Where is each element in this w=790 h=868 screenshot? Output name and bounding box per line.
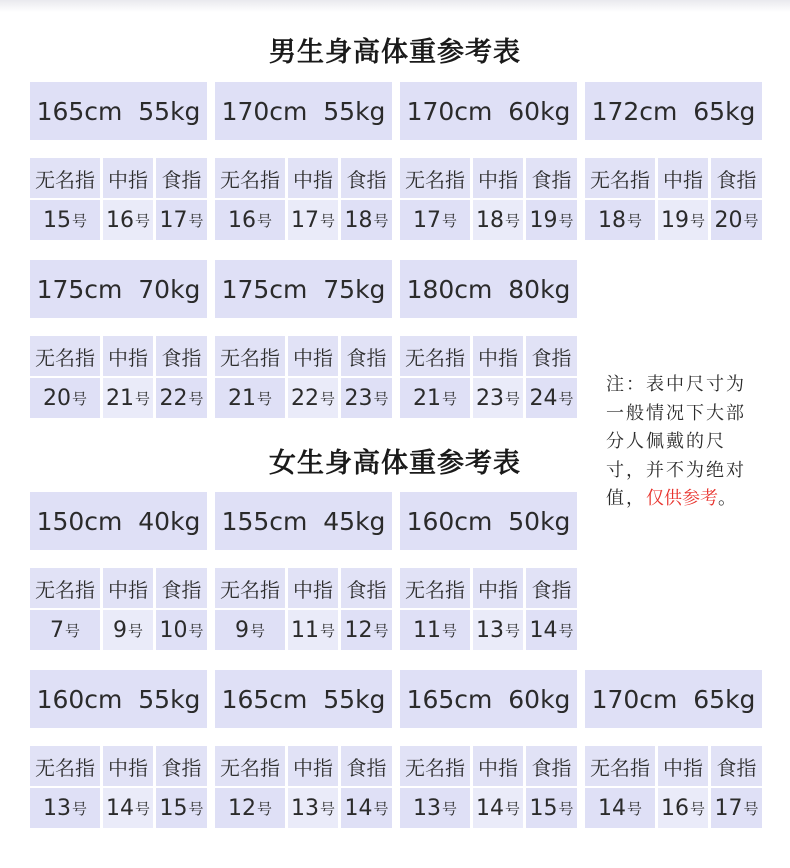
ring-size: [400, 200, 470, 240]
ring-size: [473, 378, 523, 418]
size-card: [215, 82, 392, 238]
height-weight-header: 150cm 40kg: [30, 492, 207, 550]
ring-size: [288, 200, 338, 240]
ring-size-number: 16: [105, 207, 134, 233]
ring-size-unit: 号: [319, 211, 335, 230]
ring-size-unit: 号: [743, 211, 759, 230]
ring-size: [341, 200, 392, 240]
size-row: [215, 788, 392, 828]
ring-size: [473, 200, 523, 240]
finger-label: 食指: [156, 336, 207, 376]
men-section-title: 男生身高体重参考表: [269, 37, 521, 68]
ring-size: [585, 788, 655, 828]
ring-size-number: 10: [159, 617, 188, 643]
ring-size: [341, 788, 392, 828]
note-line: 一般情况下大部: [606, 402, 746, 424]
finger-row: [400, 746, 577, 786]
size-card: [215, 670, 392, 826]
size-row: [585, 788, 762, 828]
ring-size-unit: 号: [64, 621, 80, 640]
ring-size-number: 24: [529, 385, 558, 411]
ring-size-unit: 号: [319, 389, 335, 408]
ring-size: [711, 200, 762, 240]
ring-size-unit: 号: [689, 211, 705, 230]
finger-label: 无名指: [400, 746, 470, 786]
finger-label: 无名指: [215, 746, 285, 786]
ring-size-number: 7: [49, 617, 64, 643]
finger-row: [30, 336, 207, 376]
finger-label: 无名指: [400, 336, 470, 376]
ring-size-unit: 号: [441, 799, 457, 818]
finger-row: [400, 336, 577, 376]
ring-size-number: 19: [660, 207, 689, 233]
size-card: [30, 492, 207, 648]
size-card: [400, 670, 577, 826]
ring-size-unit: 号: [188, 211, 204, 230]
finger-label: 中指: [288, 336, 338, 376]
finger-label: 中指: [658, 158, 708, 198]
height-weight-header: 160cm 50kg: [400, 492, 577, 550]
ring-size-unit: 号: [373, 389, 389, 408]
finger-label: 中指: [473, 568, 523, 608]
size-card: [30, 670, 207, 826]
ring-size: [288, 788, 338, 828]
ring-size: [156, 200, 207, 240]
ring-size-unit: 号: [441, 211, 457, 230]
finger-row: [215, 158, 392, 198]
finger-label: 食指: [156, 568, 207, 608]
size-card: [400, 492, 577, 648]
ring-size: [215, 200, 285, 240]
ring-size: [30, 788, 100, 828]
height-weight-header: 175cm 75kg: [215, 260, 392, 318]
size-card: [30, 260, 207, 416]
ring-size-number: 19: [529, 207, 558, 233]
ring-size: [103, 788, 153, 828]
ring-size: [473, 788, 523, 828]
ring-size-unit: 号: [71, 799, 87, 818]
ring-size: [30, 610, 100, 650]
finger-label: 无名指: [215, 336, 285, 376]
ring-size-number: 21: [412, 385, 441, 411]
ring-size-number: 13: [290, 795, 319, 821]
ring-size-unit: 号: [441, 621, 457, 640]
ring-size-number: 23: [475, 385, 504, 411]
ring-size-number: 18: [597, 207, 626, 233]
finger-label: 食指: [341, 746, 392, 786]
ring-size-number: 11: [290, 617, 319, 643]
ring-size-number: 15: [42, 207, 71, 233]
note-line-last: [606, 485, 766, 514]
ring-size-unit: 号: [249, 621, 265, 640]
ring-size-unit: 号: [188, 389, 204, 408]
finger-label: 食指: [156, 158, 207, 198]
ring-size-number: 17: [290, 207, 319, 233]
ring-size-number: 14: [597, 795, 626, 821]
finger-row: [215, 568, 392, 608]
ring-size-unit: 号: [373, 799, 389, 818]
finger-label: 无名指: [400, 158, 470, 198]
ring-size-number: 16: [227, 207, 256, 233]
size-row: [215, 378, 392, 418]
ring-size-unit: 号: [188, 621, 204, 640]
note-prefix: 值，: [606, 488, 646, 509]
ring-size-number: 12: [227, 795, 256, 821]
size-card: [585, 82, 762, 238]
size-row: [400, 378, 577, 418]
ring-size: [711, 788, 762, 828]
size-row: [30, 610, 207, 650]
ring-size: [288, 610, 338, 650]
top-shadow-band: [0, 0, 790, 12]
ring-size-number: 17: [159, 207, 188, 233]
note-suffix: 。: [718, 488, 738, 509]
ring-size-unit: 号: [504, 211, 520, 230]
ring-size-number: 22: [159, 385, 188, 411]
ring-size-unit: 号: [504, 799, 520, 818]
ring-size-number: 14: [105, 795, 134, 821]
ring-size-unit: 号: [558, 799, 574, 818]
ring-size-number: 9: [234, 617, 249, 643]
ring-size: [526, 610, 577, 650]
ring-size-unit: 号: [71, 211, 87, 230]
size-row: [30, 378, 207, 418]
note-line: 寸，并不为绝对: [606, 459, 746, 481]
ring-size-number: 11: [412, 617, 441, 643]
ring-size-number: 15: [529, 795, 558, 821]
finger-label: 中指: [473, 158, 523, 198]
finger-label: 食指: [711, 746, 762, 786]
ring-size: [526, 788, 577, 828]
ring-size: [400, 788, 470, 828]
note-highlight: 仅供参考: [646, 488, 718, 509]
ring-size-unit: 号: [558, 211, 574, 230]
ring-size-number: 9: [112, 617, 127, 643]
ring-size-number: 12: [344, 617, 373, 643]
ring-size: [215, 788, 285, 828]
finger-label: 中指: [103, 568, 153, 608]
ring-size-number: 14: [529, 617, 558, 643]
ring-size-unit: 号: [558, 389, 574, 408]
note-line: 分人佩戴的尺: [606, 431, 726, 452]
ring-size: [30, 378, 100, 418]
size-row: [30, 200, 207, 240]
ring-size-unit: 号: [373, 211, 389, 230]
height-weight-header: 165cm 55kg: [215, 670, 392, 728]
ring-size: [658, 788, 708, 828]
height-weight-header: 160cm 55kg: [30, 670, 207, 728]
finger-label: 无名指: [215, 158, 285, 198]
finger-label: 中指: [658, 746, 708, 786]
ring-size-unit: 号: [319, 621, 335, 640]
finger-label: 食指: [341, 336, 392, 376]
ring-size: [156, 788, 207, 828]
ring-size-unit: 号: [71, 389, 87, 408]
finger-label: 中指: [103, 746, 153, 786]
ring-size: [341, 378, 392, 418]
finger-label: 食指: [526, 158, 577, 198]
height-weight-header: 180cm 80kg: [400, 260, 577, 318]
ring-size-number: 17: [714, 795, 743, 821]
ring-size-unit: 号: [256, 389, 272, 408]
ring-size-unit: 号: [134, 799, 150, 818]
size-card: [215, 492, 392, 648]
size-row: [585, 200, 762, 240]
finger-label: 中指: [473, 746, 523, 786]
finger-label: 无名指: [30, 158, 100, 198]
reference-note: [606, 371, 766, 514]
ring-size-number: 18: [344, 207, 373, 233]
finger-row: [30, 568, 207, 608]
ring-size: [103, 610, 153, 650]
height-weight-header: 170cm 65kg: [585, 670, 762, 728]
ring-size-number: 17: [412, 207, 441, 233]
finger-label: 食指: [341, 158, 392, 198]
ring-size-number: 13: [42, 795, 71, 821]
finger-label: 无名指: [585, 158, 655, 198]
ring-size: [658, 200, 708, 240]
ring-size: [103, 378, 153, 418]
finger-row: [585, 158, 762, 198]
ring-size-unit: 号: [626, 799, 642, 818]
size-row: [400, 610, 577, 650]
finger-row: [215, 336, 392, 376]
finger-label: 中指: [473, 336, 523, 376]
ring-size-unit: 号: [373, 621, 389, 640]
ring-size-number: 18: [475, 207, 504, 233]
ring-size: [526, 378, 577, 418]
ring-size-number: 20: [714, 207, 743, 233]
size-row: [400, 788, 577, 828]
finger-label: 无名指: [30, 568, 100, 608]
ring-size-unit: 号: [504, 621, 520, 640]
size-card: [400, 82, 577, 238]
size-card: [30, 82, 207, 238]
finger-label: 食指: [526, 336, 577, 376]
ring-size-number: 14: [475, 795, 504, 821]
finger-label: 中指: [103, 336, 153, 376]
ring-size-unit: 号: [256, 799, 272, 818]
height-weight-header: 170cm 60kg: [400, 82, 577, 140]
ring-size-number: 14: [344, 795, 373, 821]
ring-size-number: 15: [159, 795, 188, 821]
ring-size-unit: 号: [127, 621, 143, 640]
size-card: [400, 260, 577, 416]
ring-size-number: 13: [412, 795, 441, 821]
size-row: [400, 200, 577, 240]
ring-size: [288, 378, 338, 418]
size-row: [215, 200, 392, 240]
ring-size: [215, 610, 285, 650]
ring-size: [215, 378, 285, 418]
ring-size: [526, 200, 577, 240]
ring-size-unit: 号: [689, 799, 705, 818]
ring-size-number: 20: [42, 385, 71, 411]
finger-label: 无名指: [215, 568, 285, 608]
height-weight-header: 170cm 55kg: [215, 82, 392, 140]
finger-label: 中指: [288, 746, 338, 786]
finger-label: 中指: [288, 158, 338, 198]
note-line: 注：表中尺寸为: [606, 374, 746, 395]
size-card: [215, 260, 392, 416]
finger-label: 中指: [288, 568, 338, 608]
ring-size-number: 23: [344, 385, 373, 411]
ring-size-unit: 号: [134, 389, 150, 408]
finger-label: 无名指: [30, 336, 100, 376]
ring-size-number: 22: [290, 385, 319, 411]
finger-row: [400, 158, 577, 198]
height-weight-header: 155cm 45kg: [215, 492, 392, 550]
ring-size-unit: 号: [504, 389, 520, 408]
height-weight-header: 165cm 60kg: [400, 670, 577, 728]
ring-size: [103, 200, 153, 240]
ring-size: [400, 378, 470, 418]
ring-size: [400, 610, 470, 650]
ring-size-unit: 号: [319, 799, 335, 818]
ring-size: [341, 610, 392, 650]
finger-label: 中指: [103, 158, 153, 198]
height-weight-header: 165cm 55kg: [30, 82, 207, 140]
ring-size: [585, 200, 655, 240]
ring-size-number: 13: [475, 617, 504, 643]
finger-label: 食指: [156, 746, 207, 786]
ring-size-number: 16: [660, 795, 689, 821]
size-row: [30, 788, 207, 828]
finger-label: 食指: [711, 158, 762, 198]
ring-size-unit: 号: [188, 799, 204, 818]
ring-size-unit: 号: [256, 211, 272, 230]
women-section-title: 女生身高体重参考表: [269, 448, 521, 479]
ring-size-number: 21: [227, 385, 256, 411]
finger-row: [30, 158, 207, 198]
finger-row: [585, 746, 762, 786]
finger-label: 无名指: [400, 568, 470, 608]
finger-row: [30, 746, 207, 786]
finger-label: 无名指: [585, 746, 655, 786]
finger-row: [215, 746, 392, 786]
height-weight-header: 175cm 70kg: [30, 260, 207, 318]
ring-size-unit: 号: [134, 211, 150, 230]
ring-size: [30, 200, 100, 240]
ring-size-unit: 号: [441, 389, 457, 408]
ring-size-unit: 号: [558, 621, 574, 640]
finger-label: 食指: [526, 746, 577, 786]
ring-size: [473, 610, 523, 650]
ring-size-unit: 号: [743, 799, 759, 818]
ring-size: [156, 610, 207, 650]
height-weight-header: 172cm 65kg: [585, 82, 762, 140]
size-card: [585, 670, 762, 826]
finger-label: 食指: [526, 568, 577, 608]
ring-size-number: 21: [105, 385, 134, 411]
finger-row: [400, 568, 577, 608]
finger-label: 无名指: [30, 746, 100, 786]
finger-label: 食指: [341, 568, 392, 608]
size-row: [215, 610, 392, 650]
ring-size-unit: 号: [626, 211, 642, 230]
ring-size: [156, 378, 207, 418]
